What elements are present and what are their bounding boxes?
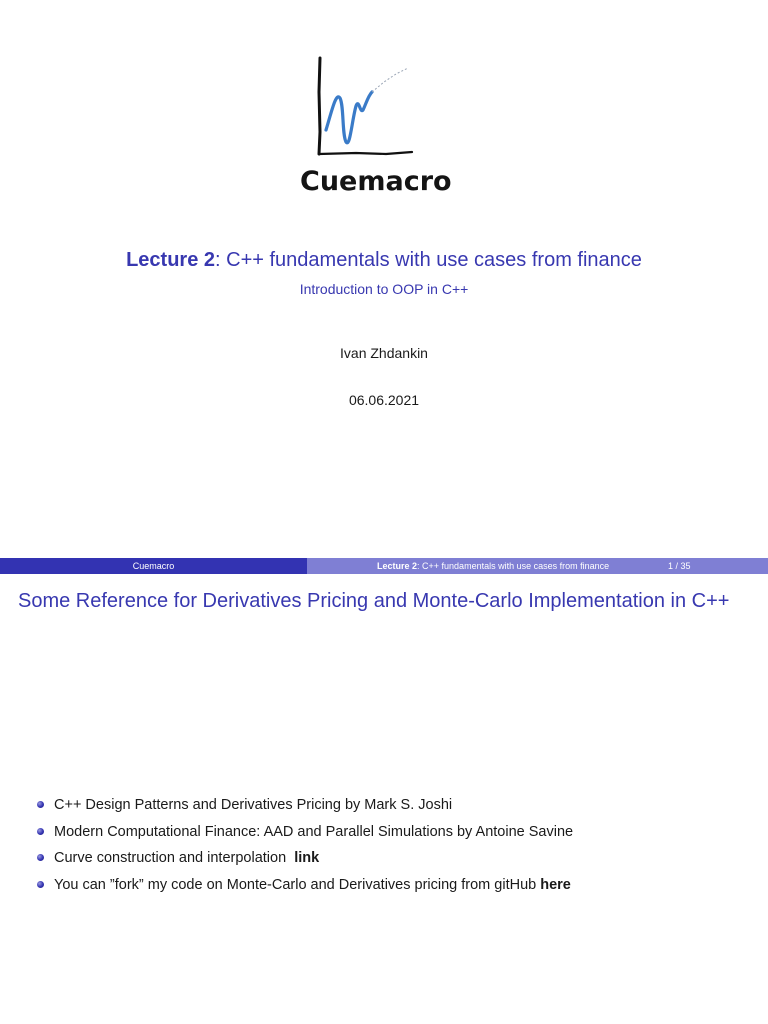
lecture-title [0, 249, 768, 272]
bullet-icon [37, 854, 44, 861]
footer-page-number: 1 / 35 [668, 561, 691, 571]
lecture-title-rest: : C++ fundamentals with use cases from finance [215, 249, 642, 271]
bullet-icon [37, 828, 44, 835]
list-item-text: You can ”fork” my code on Monte-Carlo and Derivatives pricing from gitHub [54, 876, 541, 893]
footer-right-bar [307, 558, 768, 574]
logo-wordmark: Cuemacro [300, 166, 452, 197]
footer-lecture-rest: : C++ fundamentals with use cases from finance [417, 561, 610, 571]
list-item-text: C++ Design Patterns and Derivatives Pricing by Mark S. Joshi [54, 797, 453, 813]
curve-link[interactable]: link [294, 850, 320, 866]
footer-lecture-label: Lecture 2 [377, 561, 418, 571]
presentation-date: 06.06.2021 [348, 392, 420, 408]
bullet-icon [37, 801, 44, 808]
slide-footer [0, 558, 768, 574]
lecture-subtitle: Introduction to OOP in C++ [299, 281, 469, 297]
footer-left-label: Cuemacro [0, 558, 307, 574]
footer-lecture-title [377, 558, 609, 574]
list-item [36, 848, 573, 875]
github-link[interactable]: here [540, 876, 571, 893]
list-item-text: Modern Computational Finance: AAD and Parallel Simulations by Antoine Savine [54, 823, 574, 840]
list-item [36, 795, 573, 822]
list-item-text: Curve construction and interpolation [54, 850, 295, 866]
frame-title: Some Reference for Derivatives Pricing and Monte-Carlo Implementation in C++ [18, 590, 730, 612]
list-item [36, 822, 573, 849]
author-name: Ivan Zhdankin [340, 345, 428, 361]
lecture-label: Lecture 2 [126, 249, 216, 271]
list-item [36, 875, 573, 902]
reference-list [36, 795, 573, 901]
cuemacro-logo [296, 52, 452, 200]
bullet-icon [37, 881, 44, 888]
